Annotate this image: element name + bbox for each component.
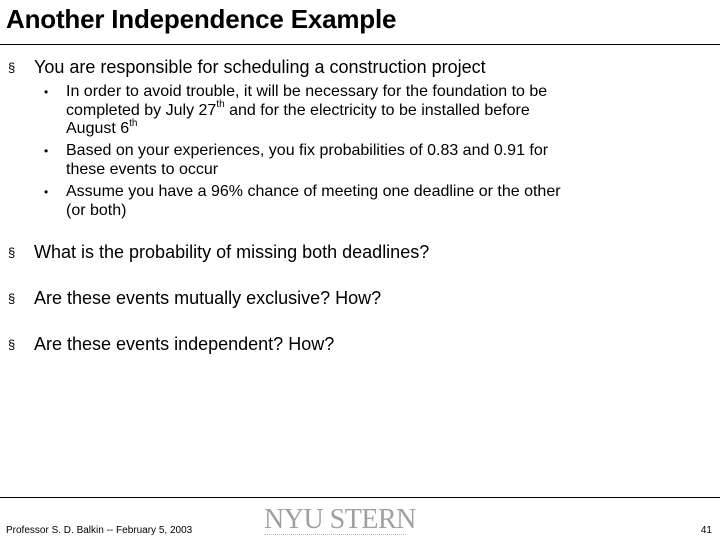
- subbullet-line: [66, 117, 646, 139]
- subbullet-text: [66, 142, 646, 179]
- subbullet-line: [66, 99, 646, 121]
- bullet-text: What is the probability of missing both deadlines?: [34, 242, 430, 262]
- bullet-text: Are these events independent? How?: [34, 334, 335, 354]
- subbullet-text: [66, 183, 646, 220]
- nyu-stern-logo: [264, 505, 414, 539]
- bullet-square-icon: §: [8, 245, 16, 260]
- logo-tagline-rule: [264, 534, 406, 535]
- bullet-square-icon: §: [8, 291, 16, 306]
- ordinal-suffix: th: [129, 117, 138, 129]
- bullet-text: Are these events mutually exclusive? How?: [34, 288, 382, 308]
- subbullet-segment: August 6: [66, 120, 130, 137]
- subbullet-segment: and for the electricity to be installed before: [224, 101, 530, 119]
- bullet-dot-icon: •: [44, 144, 49, 158]
- title-divider: [0, 44, 720, 45]
- bullet-dot-icon: •: [44, 85, 49, 99]
- subbullet-segment: completed by July 27: [66, 101, 217, 119]
- subbullet-line: In order to avoid trouble, it will be necessary for the foundation to be: [66, 83, 548, 100]
- footer-divider: [0, 497, 720, 498]
- footer-author: Professor S. D. Balkin -- February 5, 2003: [6, 525, 193, 536]
- subbullet-line: Based on your experiences, you fix probabilities of 0.83 and 0.91 for: [66, 142, 549, 159]
- bullet-text: You are responsible for scheduling a construction project: [34, 57, 486, 77]
- bullet-square-icon: §: [8, 60, 16, 75]
- subbullet-line: (or both): [66, 201, 127, 219]
- subbullet-text: [66, 83, 646, 139]
- ordinal-suffix: th: [216, 99, 225, 111]
- slide-title: Another Independence Example: [6, 4, 397, 34]
- subbullet-line: Assume you have a 96% chance of meeting one deadline or the other: [66, 183, 561, 200]
- bullet-dot-icon: •: [44, 185, 49, 199]
- bullet-square-icon: §: [8, 337, 16, 352]
- logo-wordmark: NYU STERN: [264, 504, 416, 535]
- subbullet-line: these events to occur: [66, 160, 219, 178]
- page-number: 41: [700, 525, 712, 536]
